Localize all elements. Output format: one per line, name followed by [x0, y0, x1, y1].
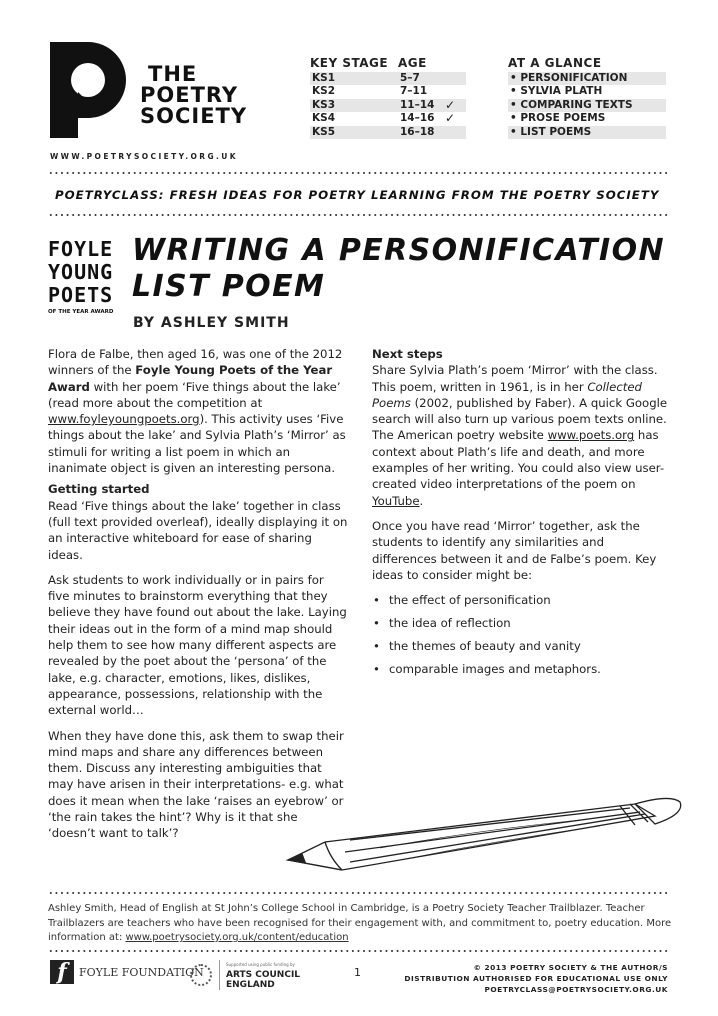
- header-key-stage: KEY STAGE: [310, 56, 389, 70]
- glance-header: AT A GLANCE: [508, 56, 602, 70]
- copyright-line: © 2013 POETRY SOCIETY & THE AUTHOR/S: [473, 963, 668, 972]
- section-heading: Getting started: [48, 482, 150, 497]
- arts-council-logo: [190, 960, 300, 990]
- list-item: • the effect of personification: [372, 592, 668, 608]
- table-row: [310, 112, 466, 125]
- right-column: [372, 346, 668, 685]
- glance-item: • COMPARING TEXTS: [508, 99, 666, 112]
- dotted-divider: [48, 214, 668, 216]
- list-item: • the themes of beauty and vanity: [372, 638, 668, 654]
- paragraph: When they have done this, ask them to swap their mind maps and share any differences between them. Discuss any interesting ambiguities that may have arisen in their interpretations- e.g. what does it mean when the lake ‘raises an eyebrow’ or ‘the rain takes the hint’? Why is it that she ‘doesn’t want to talk’?: [48, 728, 344, 841]
- logo-line: POETRY: [140, 83, 239, 107]
- age: 16–18: [400, 125, 435, 138]
- stage: KS3: [312, 98, 336, 111]
- arts-text: ARTS COUNCIL: [226, 970, 301, 980]
- logo-line: YOUNG: [48, 260, 114, 284]
- poetry-society-logo: [48, 40, 248, 140]
- education-link[interactable]: www.poetrysociety.org.uk/content/education: [125, 932, 349, 943]
- table-row: [310, 85, 466, 98]
- title-line: WRITING A PERSONIFICATION: [132, 233, 666, 268]
- contact-email[interactable]: POETRYCLASS@POETRYSOCIETY.ORG.UK: [484, 985, 668, 994]
- paragraph: Once you have read ‘Mirror’ together, ask the students to identify any similarities and differences between it and de Falbe’s poem. Key ideas to consider might be:: [372, 518, 657, 582]
- foyle-young-poets-logo: [48, 238, 113, 317]
- stage: KS1: [312, 72, 336, 84]
- stage: KS5: [312, 125, 336, 138]
- arts-council-circle-icon: [190, 964, 212, 986]
- dotted-divider: [48, 172, 668, 174]
- title-line: LIST POEM: [132, 269, 326, 304]
- checkmark-icon: ✓: [444, 112, 456, 126]
- series-subtitle: POETRYCLASS: FRESH IDEAS FOR POETRY LEARNING FROM THE POETRY SOCIETY: [55, 188, 660, 202]
- author-bio: Ashley Smith, Head of English at St John’s College School in Cambridge, is a Poetry Society Teacher Trailblazer. Teacher Trailblazers are teachers who have been recognised for their engagement with, and commitment to, poetry education. More information at: www.poetrysociety.org.uk/content/education: [48, 903, 672, 943]
- intro-paragraph: Flora de Falbe, then aged 16, was one of the 2012 winners of the Foyle Young Poets of the Year Award with her poem ‘Five things about the lake’ (read more about the competition at www.foyleyoungpoets.org). This activity uses ‘Five things about the lake’ and Sylvia Plath’s ‘Mirror’ as stimuli for writing a list poem in which an inanimate object is given an interesting persona.: [48, 347, 346, 476]
- website-url[interactable]: WWW.POETRYSOCIETY.ORG.UK: [50, 152, 238, 161]
- foyle-foundation-text: FOYLE FOUNDATION: [79, 965, 204, 979]
- at-a-glance: [508, 56, 666, 139]
- logo-line: THE: [148, 62, 198, 86]
- logo-small: OF THE YEAR AWARD: [48, 309, 114, 315]
- checkmark-icon: ✓: [444, 98, 456, 112]
- glance-item: • PERSONIFICATION: [508, 72, 666, 85]
- age: 14–16: [400, 112, 435, 125]
- table-row: [310, 126, 466, 139]
- dotted-divider: [48, 892, 668, 894]
- page-number: 1: [354, 966, 361, 979]
- youtube-link[interactable]: YouTube: [372, 493, 420, 508]
- arts-small-text: Supported using public funding by: [226, 962, 295, 967]
- foyle-link[interactable]: www.foyleyoungpoets.org: [48, 412, 200, 427]
- glance-item: • LIST POEMS: [508, 126, 666, 139]
- arts-text: ENGLAND: [226, 980, 275, 990]
- pencil-illustration: [280, 790, 690, 880]
- poetry-society-p-icon: [48, 40, 128, 140]
- logo-line: SOCIETY: [140, 104, 248, 128]
- list-item: • the idea of reflection: [372, 615, 668, 631]
- key-stage-table: [310, 56, 466, 139]
- poets-link[interactable]: www.poets.org: [547, 428, 635, 443]
- section-heading: Next steps: [372, 347, 443, 361]
- byline: BY ASHLEY SMITH: [133, 315, 290, 331]
- copyright: [404, 962, 668, 995]
- glance-item: • PROSE POEMS: [510, 112, 606, 125]
- paragraph: Read ‘Five things about the lake’ together in class (full text provided overleaf), ideally displaying it on an interactive whiteboard for ease of sharing ideas.: [48, 498, 348, 562]
- table-row: [310, 99, 466, 112]
- page-title: [132, 233, 665, 305]
- age: 5–7: [400, 72, 420, 84]
- key-ideas-list: [372, 592, 668, 678]
- copyright-line: DISTRIBUTION AUTHORISED FOR EDUCATIONAL USE ONLY: [404, 974, 668, 983]
- age: 7–11: [400, 85, 428, 98]
- list-item: • comparable images and metaphors.: [372, 661, 668, 677]
- table-row: [310, 72, 466, 85]
- logo-line: POETS: [48, 283, 114, 307]
- left-column: [48, 346, 348, 851]
- paragraph: Ask students to work individually or in pairs for five minutes to brainstorm everything that they believe they have found out about the lake. Laying their ideas out in the form of a mind map should help them to see how many different aspects are revealed by the poet about the ‘persona’ of the lake, e.g. character, emotions, likes, dislikes, appearance, possessions, relationship with the external world…: [48, 572, 347, 718]
- foyle-f-icon: f: [50, 960, 74, 984]
- dotted-divider: [48, 950, 668, 952]
- logo-line: FOYLE: [48, 237, 114, 261]
- stage: KS4: [312, 112, 336, 125]
- stage: KS2: [312, 85, 336, 98]
- header-age: AGE: [398, 56, 427, 70]
- paragraph: Share Sylvia Plath’s poem ‘Mirror’ with the class. This poem, written in 1961, is in her Collected Poems (2002, published by Faber). A quick Google search will also turn up various poem texts online. The American poetry website www.poets.org has context about Plath’s life and death, and more examples of her writing. You could also view user-created video interpretations of the poem on YouTube.: [372, 363, 668, 508]
- foyle-foundation-logo: [50, 960, 204, 984]
- age: 11–14: [400, 98, 435, 111]
- glance-item: • SYLVIA PLATH: [510, 85, 603, 98]
